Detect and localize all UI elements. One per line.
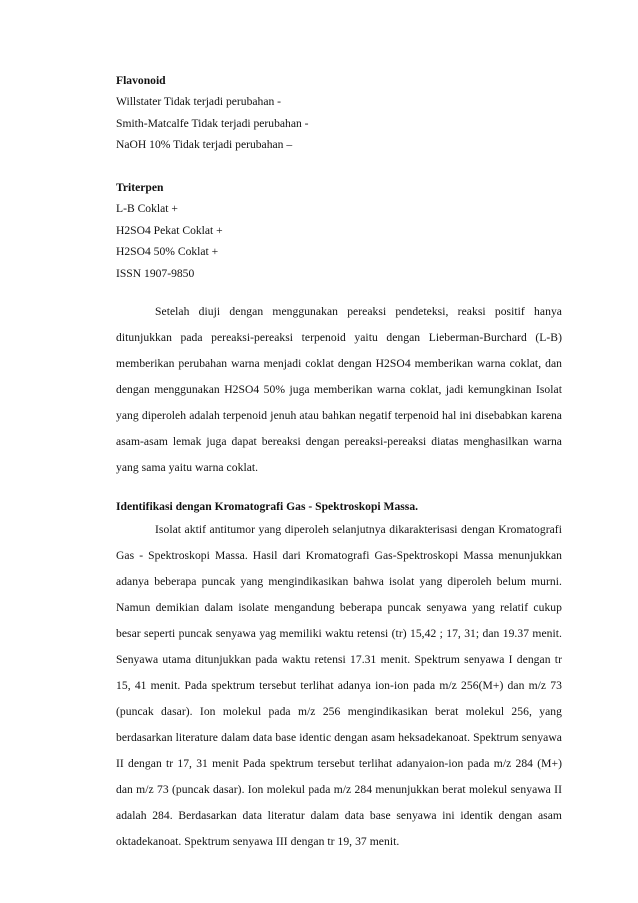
spacer xyxy=(116,481,562,496)
flavonoid-line-naoh: NaOH 10% Tidak terjadi perubahan – xyxy=(116,138,293,152)
triterpen-line-h2so4-pekat: H2SO4 Pekat Coklat + xyxy=(116,223,223,237)
section-heading-gc-ms: Identifikasi dengan Kromatografi Gas - Spektroskopi Massa. xyxy=(116,500,419,514)
page-content xyxy=(116,70,562,855)
spacer xyxy=(116,284,562,299)
flavonoid-line-willstater: Willstater Tidak terjadi perubahan - xyxy=(116,95,282,109)
triterpen-heading: Triterpen xyxy=(116,181,164,195)
spacer xyxy=(116,156,562,177)
triterpen-line-lb: L-B Coklat + xyxy=(116,202,178,216)
paragraph-terpenoid-results: Setelah diuji dengan menggunakan pereaksi pendeteksi, reaksi positif hanya ditunjukkan pada pereaksi-pereaksi terpenoid yaitu dengan Lieberman-Burchard (L-B) memberikan perubahan warna menjadi coklat dengan H2SO4 memberikan warna coklat, dan dengan menggunakan H2SO4 50% juga memberikan warna coklat, jadi kemungkinan Isolat yang diperoleh adalah terpenoid jenuh atau bahkan negatif terpenoid hal ini disebabkan karena asam-asam lemak juga dapat bereaksi dengan pereaksi-pereaksi diatas menghasilkan warna yang sama yaitu warna coklat. xyxy=(116,305,562,475)
triterpen-line-h2so4-50: H2SO4 50% Coklat + xyxy=(116,245,219,259)
issn-line: ISSN 1907-9850 xyxy=(116,266,195,280)
flavonoid-heading: Flavonoid xyxy=(116,74,166,87)
flavonoid-line-smith-matcalfe: Smith-Matcalfe Tidak terjadi perubahan - xyxy=(116,116,309,130)
paragraph-gc-ms: Isolat aktif antitumor yang diperoleh selanjutnya dikarakterisasi dengan Kromatografi Gas - Spektroskopi Massa. Hasil dari Kromatografi Gas-Spektroskopi Massa menunjukkan adanya beberapa puncak yang mengindikasikan bahwa isolat yang diperoleh belum murni. Namun demikian dalam isolate mengandung beberapa puncak senyawa yang relatif cukup besar seperti puncak senyawa yag memiliki waktu retensi (tr) 15,42 ; 17, 31; dan 19.37 menit. Senyawa utama ditunjukkan pada waktu retensi 17.31 menit. Spektrum senyawa I dengan tr 15, 41 menit. Pada spektrum tersebut terlihat adanya ion-ion pada m/z 256(M+) dan m/z 73 (puncak dasar). Ion molekul pada m/z 256 mengindikasikan berat molekul 256, yang berdasarkan literature dalam data base identic dengan asam heksadekanoat. Spektrum senyawa II dengan tr 17, 31 menit Pada spektrum tersebut terlihat adanyaion-ion pada m/z 284 (M+) dan m/z 73 (puncak dasar). Ion molekul pada m/z 284 menunjukkan berat molekul senyawa II adalah 284. Berdasarkan data literatur dalam data base senyawa ini identik dengan asam oktadekanoat. Spektrum senyawa III dengan tr 19, 37 menit. xyxy=(116,523,562,849)
